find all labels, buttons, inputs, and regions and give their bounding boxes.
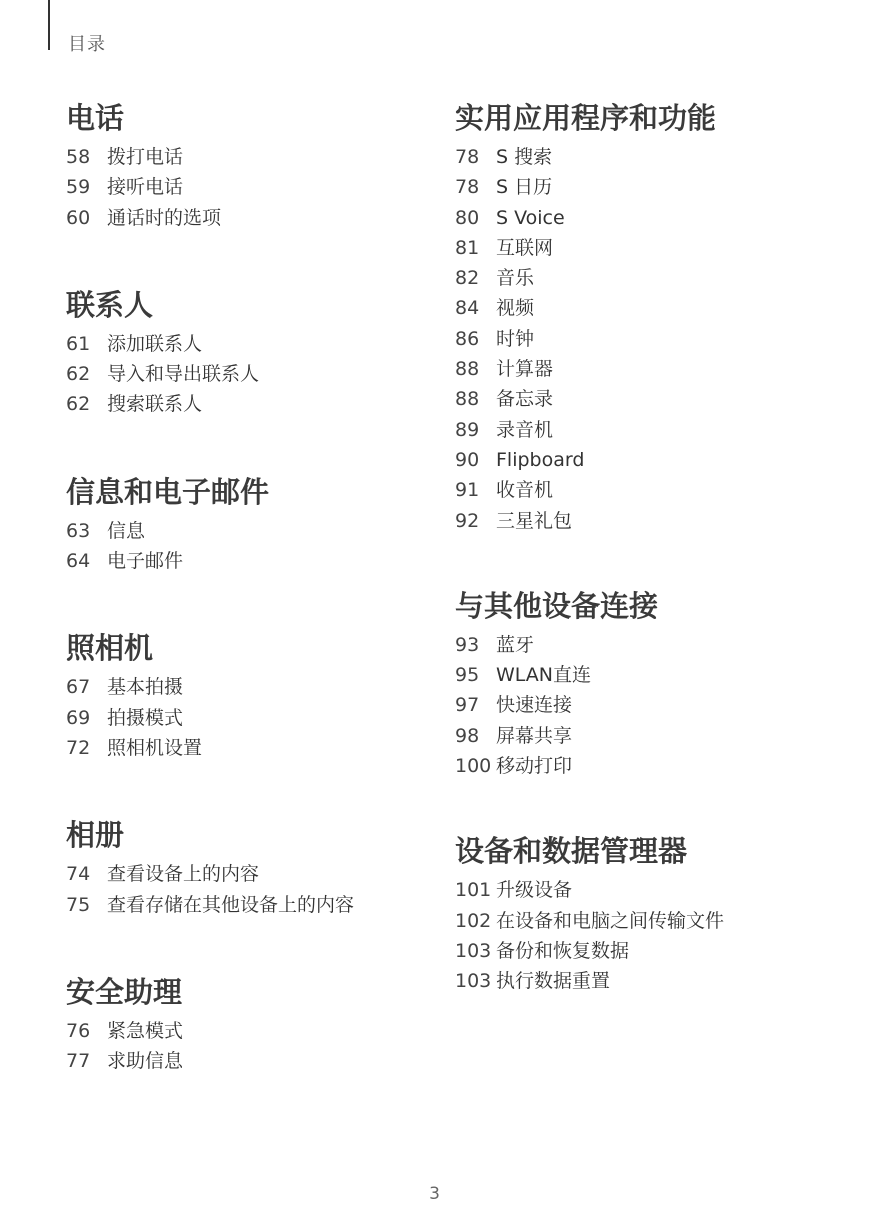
toc-entry[interactable]: [455, 263, 855, 293]
section-title: 设备和数据管理器: [455, 834, 688, 869]
toc-entry[interactable]: [66, 733, 436, 763]
toc-entry[interactable]: [455, 172, 855, 202]
section-title: 相册: [66, 818, 125, 853]
toc-entry-title: 求助信息: [107, 1050, 184, 1073]
toc-entry[interactable]: [455, 936, 855, 966]
toc-left-column: [66, 96, 436, 1076]
section-title: 照相机: [66, 631, 154, 666]
toc-entry[interactable]: [455, 324, 855, 354]
toc-entry-title: 升级设备: [496, 879, 573, 902]
toc-entry-page: 95: [455, 664, 480, 687]
toc-entry-page: 64: [66, 550, 91, 573]
toc-entry-title: 基本拍摄: [107, 676, 184, 699]
toc-entry[interactable]: [66, 203, 436, 233]
toc-entry-title: 蓝牙: [496, 633, 535, 656]
toc-entry[interactable]: [66, 516, 436, 546]
toc-section: [66, 970, 436, 1077]
toc-entry-page: 88: [455, 358, 480, 381]
toc-entry-page: 61: [66, 332, 91, 355]
section-title: 信息和电子邮件: [66, 474, 270, 509]
toc-entry-title: 备份和恢复数据: [496, 939, 630, 962]
toc-entry-title: S Voice: [496, 206, 565, 229]
toc-section: [455, 96, 855, 536]
toc-entry-title: 计算器: [496, 358, 554, 381]
toc-entry[interactable]: [455, 966, 855, 996]
toc-entry[interactable]: [455, 384, 855, 414]
toc-entry[interactable]: [455, 415, 855, 445]
toc-entry-page: 76: [66, 1019, 91, 1042]
toc-entry-title: 移动打印: [496, 755, 573, 778]
toc-entry-page: 90: [455, 448, 480, 471]
toc-entry-title: 添加联系人: [107, 332, 203, 355]
toc-entry[interactable]: [455, 475, 855, 505]
toc-section: [66, 470, 436, 577]
section-title: 与其他设备连接: [455, 588, 659, 623]
toc-entry-page: 75: [66, 893, 91, 916]
page-number: 3: [429, 1184, 440, 1204]
toc-entry[interactable]: [66, 1016, 436, 1046]
toc-entry-title: 照相机设置: [107, 736, 203, 759]
toc-entry-page: 100: [455, 755, 492, 778]
toc-section: [66, 96, 436, 233]
section-title: 联系人: [66, 287, 154, 322]
toc-entry[interactable]: [66, 359, 436, 389]
toc-entry-title: 查看存储在其他设备上的内容: [107, 893, 355, 916]
toc-entry-title: S 搜索: [496, 146, 553, 168]
toc-entry[interactable]: [455, 203, 855, 233]
toc-entry-page: 69: [66, 706, 91, 729]
toc-entry[interactable]: [66, 1046, 436, 1076]
toc-entry[interactable]: [455, 875, 855, 905]
toc-entry-page: 80: [455, 206, 480, 229]
toc-entry[interactable]: [455, 142, 855, 172]
toc-entry[interactable]: [455, 293, 855, 323]
toc-entry-page: 102: [455, 909, 492, 932]
section-title: 实用应用程序和功能: [455, 101, 717, 135]
toc-entry[interactable]: [455, 630, 855, 660]
toc-entry-title: 收音机: [496, 479, 554, 502]
toc-entry-page: 93: [455, 633, 480, 656]
toc-entry[interactable]: [66, 703, 436, 733]
toc-entry-title: 搜索联系人: [107, 393, 203, 416]
toc-entry-page: 97: [455, 694, 480, 717]
toc-entry-page: 77: [66, 1050, 91, 1073]
toc-entry-title: 音乐: [496, 267, 535, 290]
toc-section: [66, 626, 436, 763]
toc-entry-title: 屏幕共享: [496, 724, 573, 747]
toc-entry-page: 78: [455, 176, 480, 199]
toc-entry[interactable]: [66, 546, 436, 576]
toc-entry-page: 63: [66, 519, 91, 542]
toc-entry[interactable]: [66, 329, 436, 359]
toc-entry-page: 101: [455, 879, 492, 902]
toc-entry[interactable]: [455, 721, 855, 751]
toc-entry-title: 快速连接: [496, 694, 573, 717]
toc-entry-page: 82: [455, 267, 480, 290]
toc-entry-page: 62: [66, 363, 91, 386]
toc-entry-title: 紧急模式: [107, 1019, 184, 1042]
toc-entry[interactable]: [66, 672, 436, 702]
toc-entry-title: 电子邮件: [107, 550, 184, 573]
toc-entry-page: 84: [455, 297, 480, 320]
toc-entry-page: 81: [455, 236, 480, 259]
toc-entry-title: 视频: [496, 297, 535, 320]
header-label: 目录: [68, 34, 106, 55]
toc-entry-page: 86: [455, 327, 480, 350]
header-rule: [48, 0, 50, 50]
toc-entry-title: 时钟: [496, 327, 535, 350]
toc-right-column: [455, 96, 855, 997]
toc-entry-title: 信息: [107, 519, 146, 542]
toc-entry-page: 74: [66, 863, 91, 886]
toc-entry-page: 103: [455, 970, 492, 993]
section-title: 安全助理: [66, 974, 183, 1009]
toc-entry-title: Flipboard: [496, 448, 585, 471]
toc-entry-page: 72: [66, 736, 91, 759]
toc-entry-title: 通话时的选项: [107, 206, 222, 229]
toc-entry[interactable]: [455, 906, 855, 936]
toc-section: [66, 813, 436, 920]
toc-entry-page: 59: [66, 176, 91, 199]
toc-entry[interactable]: [66, 890, 436, 920]
toc-entry[interactable]: [455, 233, 855, 263]
toc-entry-page: 67: [66, 676, 91, 699]
toc-entry-page: 91: [455, 479, 480, 502]
toc-entry-title: 互联网: [496, 236, 554, 259]
toc-entry-title: S 日历: [496, 176, 553, 199]
toc-section: [455, 829, 855, 996]
toc-entry-title: 录音机: [496, 418, 554, 441]
toc-entry-page: 62: [66, 393, 91, 416]
toc-entry[interactable]: [455, 690, 855, 720]
toc-entry-title: 三星礼包: [496, 509, 573, 532]
toc-entry-title: 在设备和电脑之间传输文件: [496, 909, 725, 932]
toc-entry[interactable]: [66, 172, 436, 202]
toc-entry[interactable]: [66, 859, 436, 889]
toc-entry-page: 88: [455, 388, 480, 411]
toc-entry-page: 92: [455, 509, 480, 532]
toc-entry[interactable]: [455, 751, 855, 781]
toc-entry[interactable]: [455, 660, 855, 690]
toc-entry[interactable]: [455, 445, 855, 475]
toc-entry-page: 78: [455, 146, 480, 168]
toc-entry-title: 查看设备上的内容: [107, 863, 260, 886]
toc-entry[interactable]: [66, 389, 436, 419]
toc-entry[interactable]: [455, 506, 855, 536]
toc-entry[interactable]: [66, 142, 436, 172]
section-title: 电话: [66, 101, 125, 135]
toc-entry-page: 58: [66, 146, 91, 168]
toc-section: [455, 584, 855, 781]
toc-entry[interactable]: [455, 354, 855, 384]
toc-entry-page: 60: [66, 206, 91, 229]
toc-entry-title: 执行数据重置: [496, 970, 611, 993]
toc-entry-title: 导入和导出联系人: [107, 363, 260, 386]
toc-entry-title: WLAN直连: [496, 664, 592, 687]
toc-section: [66, 283, 436, 420]
toc-entry-title: 接听电话: [107, 176, 184, 199]
toc-entry-page: 89: [455, 418, 480, 441]
toc-entry-title: 拨打电话: [107, 146, 184, 168]
toc-entry-title: 拍摄模式: [107, 706, 184, 729]
toc-entry-page: 98: [455, 724, 480, 747]
toc-entry-page: 103: [455, 939, 492, 962]
toc-entry-title: 备忘录: [496, 388, 554, 411]
